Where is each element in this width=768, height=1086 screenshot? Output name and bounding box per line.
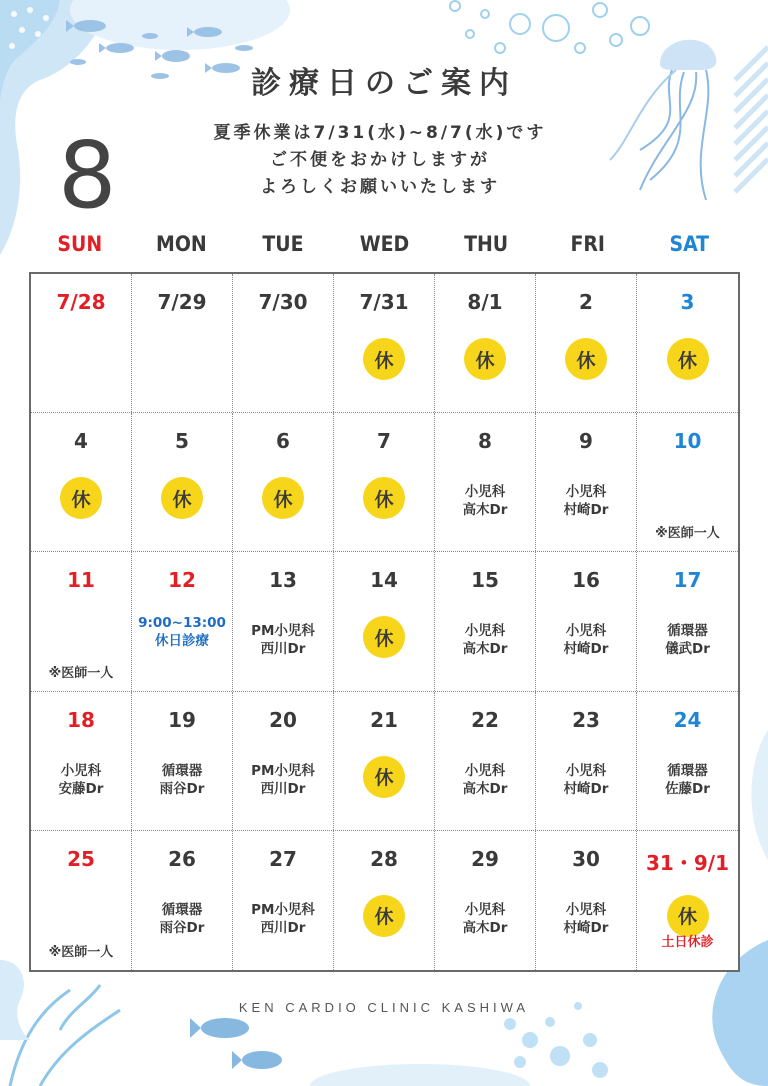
doctor-schedule: 小児科 高木Dr: [462, 484, 508, 519]
clinic-name: KEN CARDIO CLINIC KASHIWA: [238, 1000, 530, 1015]
calendar-day-cell: [536, 413, 637, 551]
calendar-grid: [29, 272, 740, 972]
closed-badge: 休: [363, 338, 405, 380]
notice-line: ご不便をおかけしますが: [270, 150, 490, 170]
day-number: 11: [67, 568, 95, 593]
calendar-day-cell: [637, 692, 738, 830]
closed-badge: 休: [262, 477, 304, 519]
weekend-closed-note: 土日休診: [661, 934, 714, 950]
weekday-sat: SAT: [669, 232, 709, 256]
weekday-wed: WED: [359, 232, 410, 256]
single-doctor-note: ※医師一人: [48, 665, 114, 681]
day-number: 12: [168, 568, 196, 593]
doctor-schedule: 小児科 村崎Dr: [563, 762, 609, 797]
doctor-schedule: 小児科 村崎Dr: [563, 484, 609, 519]
day-number: 2: [579, 290, 593, 314]
doctor-schedule: 小児科 安藤Dr: [58, 762, 104, 797]
month-number: 8: [58, 122, 117, 229]
doctor-schedule: PM小児科 西川Dr: [251, 762, 315, 797]
day-number: 31・9/1: [646, 850, 729, 875]
calendar-day-cell: [233, 831, 334, 970]
day-number: 22: [471, 707, 499, 732]
calendar-day-cell: [334, 831, 435, 970]
calendar-day-cell: [132, 552, 233, 690]
closed-badge: 休: [60, 477, 102, 519]
calendar-day-cell: [435, 274, 536, 412]
day-number: 23: [572, 707, 600, 732]
holiday-clinic-hours: 9:00~13:00 休日診療: [138, 615, 226, 650]
doctor-schedule: 小児科 村崎Dr: [563, 623, 609, 658]
doctor-schedule: PM小児科 西川Dr: [251, 623, 315, 658]
doctor-schedule: PM小児科 西川Dr: [251, 901, 315, 936]
calendar-week: [31, 552, 738, 691]
day-number: 7/30: [258, 290, 308, 314]
weekday-sun: SUN: [57, 232, 103, 256]
calendar-day-cell: [536, 692, 637, 830]
doctor-schedule: 小児科 村崎Dr: [563, 901, 609, 936]
calendar-day-cell: [637, 274, 738, 412]
closed-badge: 休: [565, 338, 607, 380]
page-title: 診療日のご案内: [251, 66, 517, 101]
bubbles-icon: [450, 1, 649, 53]
day-number: 30: [572, 846, 600, 871]
calendar-day-cell: [334, 552, 435, 690]
water-blob-bottom-center: [310, 1064, 530, 1086]
calendar-week: [31, 274, 738, 413]
calendar-day-cell: [31, 831, 132, 970]
calendar-day-cell: [435, 552, 536, 690]
day-number: 6: [276, 429, 290, 454]
calendar-day-cell: [435, 692, 536, 830]
calendar-week: [31, 831, 738, 970]
striped-fish-icon: [190, 1018, 282, 1069]
calendar-day-cell: [536, 274, 637, 412]
calendar-day-cell: [132, 413, 233, 551]
day-number: 3: [680, 290, 695, 314]
calendar-day-cell: [435, 831, 536, 970]
day-number: 24: [673, 707, 702, 732]
calendar-day-cell: [31, 413, 132, 551]
holiday-notice: [150, 120, 610, 201]
day-number: 9: [579, 429, 593, 454]
calendar-day-cell: [31, 274, 132, 412]
calendar-day-cell: [132, 692, 233, 830]
day-number: 7: [377, 429, 391, 454]
day-number: 26: [168, 846, 196, 871]
doctor-schedule: 循環器 佐藤Dr: [665, 762, 710, 797]
calendar-day-cell: [435, 413, 536, 551]
calendar-day-cell: [31, 692, 132, 830]
notice-line: よろしくお願いいたします: [260, 177, 500, 197]
day-number: 10: [673, 429, 702, 454]
closed-badge: 休: [363, 477, 405, 519]
calendar-day-cell: [334, 692, 435, 830]
calendar-day-cell: [132, 831, 233, 970]
seaweed-left-icon: [10, 980, 120, 1086]
day-number: 25: [67, 846, 95, 871]
day-number: 21: [370, 707, 398, 732]
doctor-schedule: 小児科 高木Dr: [462, 623, 508, 658]
calendar-week: [31, 413, 738, 552]
day-number: 17: [673, 568, 702, 593]
doctor-schedule: 小児科 高木Dr: [462, 901, 508, 936]
calendar-day-cell: [233, 692, 334, 830]
day-number: 7/29: [157, 290, 207, 314]
doctor-schedule: 循環器 雨谷Dr: [159, 762, 205, 797]
closed-badge: 休: [363, 616, 405, 658]
calendar-day-cell: [31, 552, 132, 690]
weekday-tue: TUE: [262, 232, 304, 256]
water-blob-right-mid: [751, 730, 768, 860]
day-number: 4: [74, 429, 88, 454]
calendar-day-cell: [637, 552, 738, 690]
closed-badge: 休: [363, 756, 405, 798]
day-number: 19: [168, 707, 196, 732]
day-number: 28: [370, 846, 398, 871]
day-number: 16: [572, 568, 600, 593]
calendar-day-cell: [637, 413, 738, 551]
day-number: 8: [478, 429, 492, 454]
calendar-day-cell: [334, 413, 435, 551]
day-number: 7/28: [56, 290, 106, 314]
weekday-fri: FRI: [570, 232, 605, 256]
day-number: 15: [471, 568, 499, 593]
closed-badge: 休: [161, 477, 203, 519]
day-number: 18: [67, 707, 95, 732]
calendar-week: [31, 692, 738, 831]
day-number: 20: [269, 707, 297, 732]
day-number: 29: [471, 846, 499, 871]
day-number: 7/31: [359, 290, 409, 314]
calendar-day-cell: [334, 274, 435, 412]
doctor-schedule: 循環器 雨谷Dr: [159, 901, 205, 936]
weekday-thu: THU: [464, 232, 509, 256]
closed-badge: 休: [464, 338, 506, 380]
day-number: 8/1: [467, 290, 503, 314]
calendar-day-cell: [536, 831, 637, 970]
day-number: 5: [175, 429, 189, 454]
weekday-header: [29, 232, 740, 264]
calendar-day-cell: [536, 552, 637, 690]
doctor-schedule: 小児科 高木Dr: [462, 762, 508, 797]
closed-badge: 休: [667, 338, 709, 380]
calendar-day-cell: [637, 831, 738, 970]
notice-line: 夏季休業は7/31(水)~8/7(水)です: [213, 123, 547, 143]
single-doctor-note: ※医師一人: [48, 944, 114, 960]
doctor-schedule: 循環器 儀武Dr: [665, 623, 710, 658]
calendar-day-cell: [233, 552, 334, 690]
single-doctor-note: ※医師一人: [655, 526, 720, 542]
day-number: 13: [269, 568, 297, 593]
weekday-mon: MON: [156, 232, 207, 256]
closed-badge: 休: [363, 895, 405, 937]
day-number: 14: [370, 568, 398, 593]
calendar-day-cell: [132, 274, 233, 412]
calendar-day-cell: [233, 413, 334, 551]
calendar-day-cell: [233, 274, 334, 412]
closed-badge: 休: [667, 895, 709, 937]
day-number: 27: [269, 846, 297, 871]
